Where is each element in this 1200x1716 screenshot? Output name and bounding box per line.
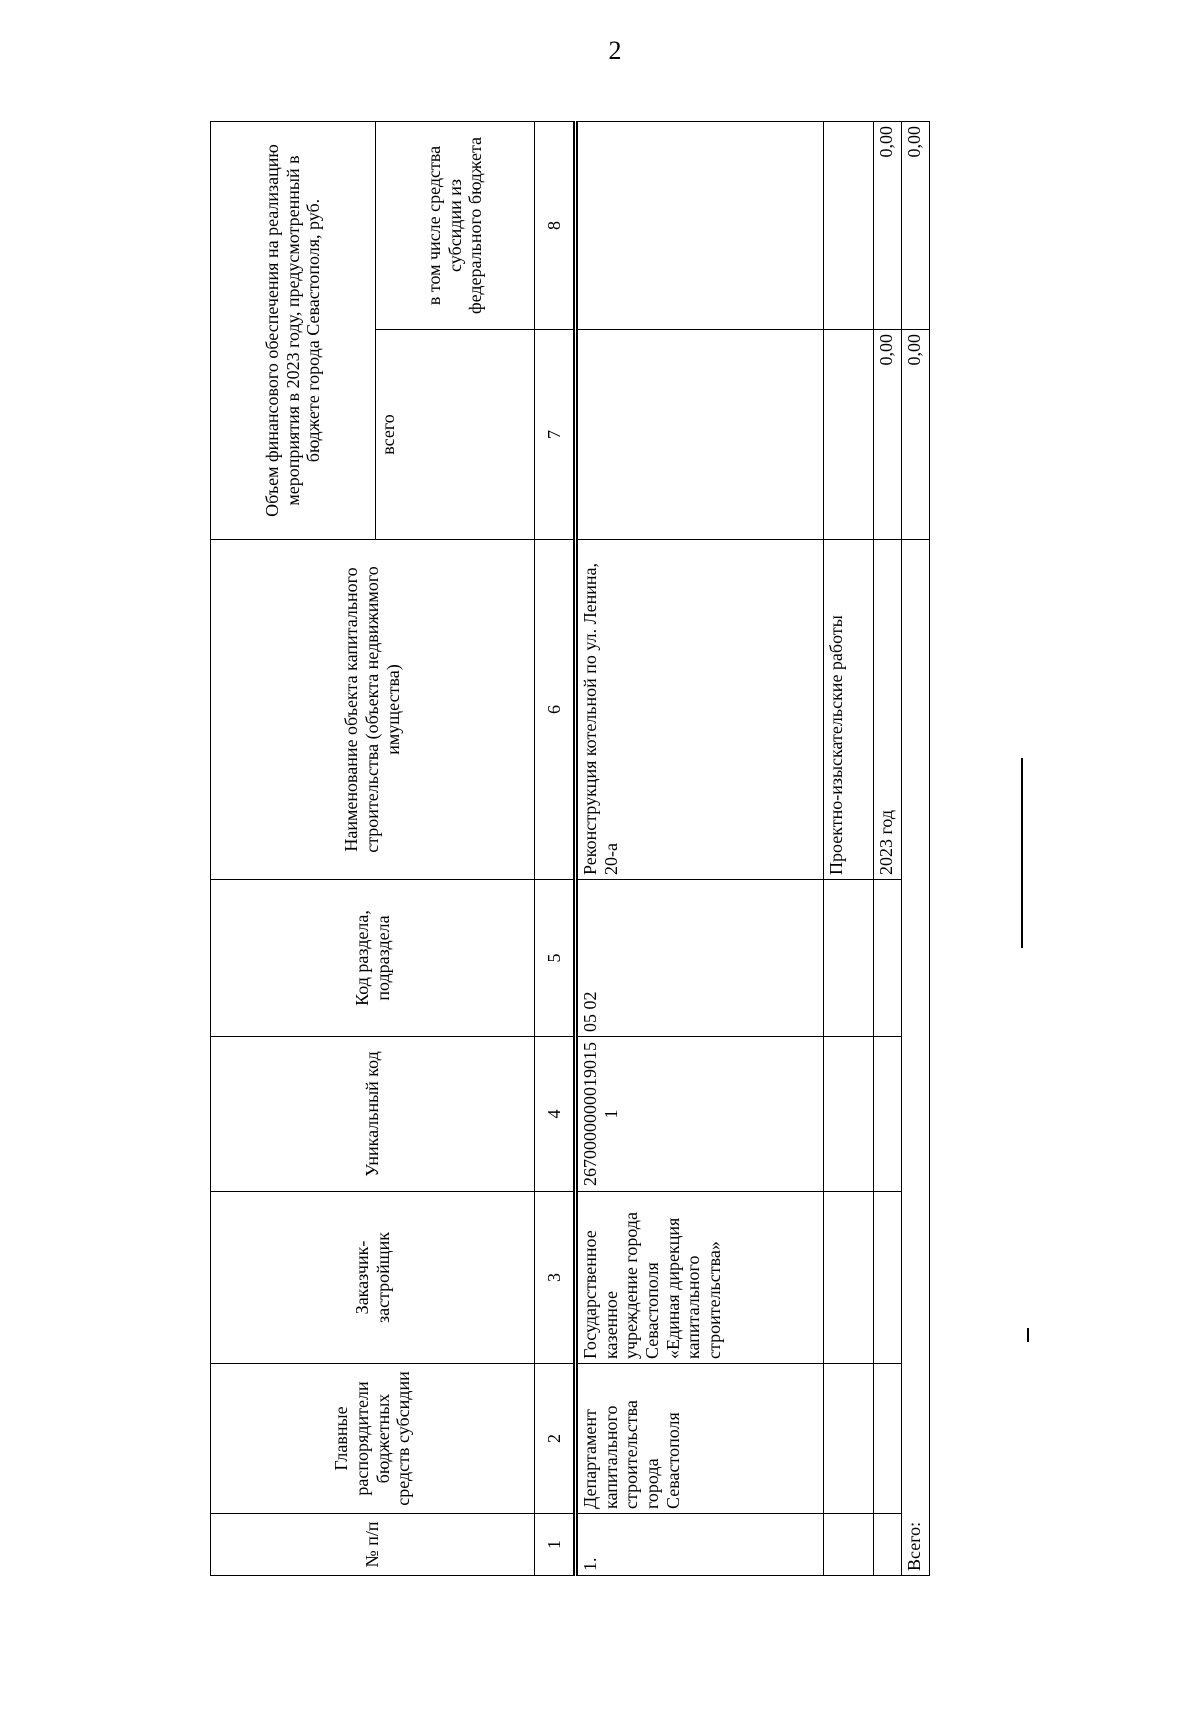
small-mark <box>1027 1328 1029 1342</box>
header-section-code: Код раздела, подраздела <box>211 880 535 1037</box>
header-unique-code: Уникальный код <box>211 1037 535 1192</box>
header-object-name: Наименование объекта капитального строительства (объекта недвижимого имущества) <box>211 540 535 880</box>
header-total: всего <box>376 330 535 540</box>
table-wrapper <box>210 122 930 1576</box>
row1-object-name: Реконструкция котельной по ул. Ленина, 20-а <box>576 540 824 880</box>
works-label: Проектно-изыскательские работы <box>824 540 874 880</box>
year-customer <box>874 1192 902 1364</box>
page-number: 2 <box>608 36 622 65</box>
total-sum: 0,00 <box>902 330 930 540</box>
col-number-5: 5 <box>535 880 576 1037</box>
col-number-1: 1 <box>535 1514 576 1576</box>
year-federal: 0,00 <box>874 122 902 330</box>
year-total: 0,00 <box>874 330 902 540</box>
col-number-3: 3 <box>535 1192 576 1364</box>
works-total <box>824 330 874 540</box>
total-label: Всего: <box>902 540 930 1576</box>
row1-customer: Государственное казенное учреждение города Севастополя «Единая дирекция капитального строительства» <box>576 1192 824 1364</box>
separator-line <box>1021 758 1023 948</box>
col-number-7: 7 <box>535 330 576 540</box>
header-financing-group: Объем финансового обеспечения на реализацию мероприятия в 2023 году, предусмотренный в бюджете города Севастополя, руб. <box>211 122 376 540</box>
header-customer: Заказчик-застройщик <box>211 1192 535 1364</box>
col-number-6: 6 <box>535 540 576 880</box>
works-unique-code <box>824 1037 874 1192</box>
row1-section-code: 05 02 <box>576 880 824 1037</box>
works-section-code <box>824 880 874 1037</box>
financing-table <box>210 121 930 1576</box>
year-distributor <box>874 1364 902 1514</box>
row1-num: 1. <box>576 1514 824 1576</box>
works-distributor <box>824 1364 874 1514</box>
row1-unique-code: 26700000000190151 <box>576 1037 824 1192</box>
row1-federal <box>576 122 824 330</box>
works-federal <box>824 122 874 330</box>
year-label: 2023 год <box>874 540 902 880</box>
year-section-code <box>874 880 902 1037</box>
year-unique-code <box>874 1037 902 1192</box>
col-number-2: 2 <box>535 1364 576 1514</box>
row1-distributor: Департамент капитального строительства города Севастополя <box>576 1364 824 1514</box>
total-federal: 0,00 <box>902 122 930 330</box>
year-num <box>874 1514 902 1576</box>
col-number-8: 8 <box>535 122 576 330</box>
works-customer <box>824 1192 874 1364</box>
header-distributor: Главные распорядители бюджетных средств субсидии <box>211 1364 535 1514</box>
col-number-4: 4 <box>535 1037 576 1192</box>
header-num: № п/п <box>211 1514 535 1576</box>
works-num <box>824 1514 874 1576</box>
header-federal: в том числе средства субсидии из федерального бюджета <box>376 122 535 330</box>
row1-total <box>576 330 824 540</box>
